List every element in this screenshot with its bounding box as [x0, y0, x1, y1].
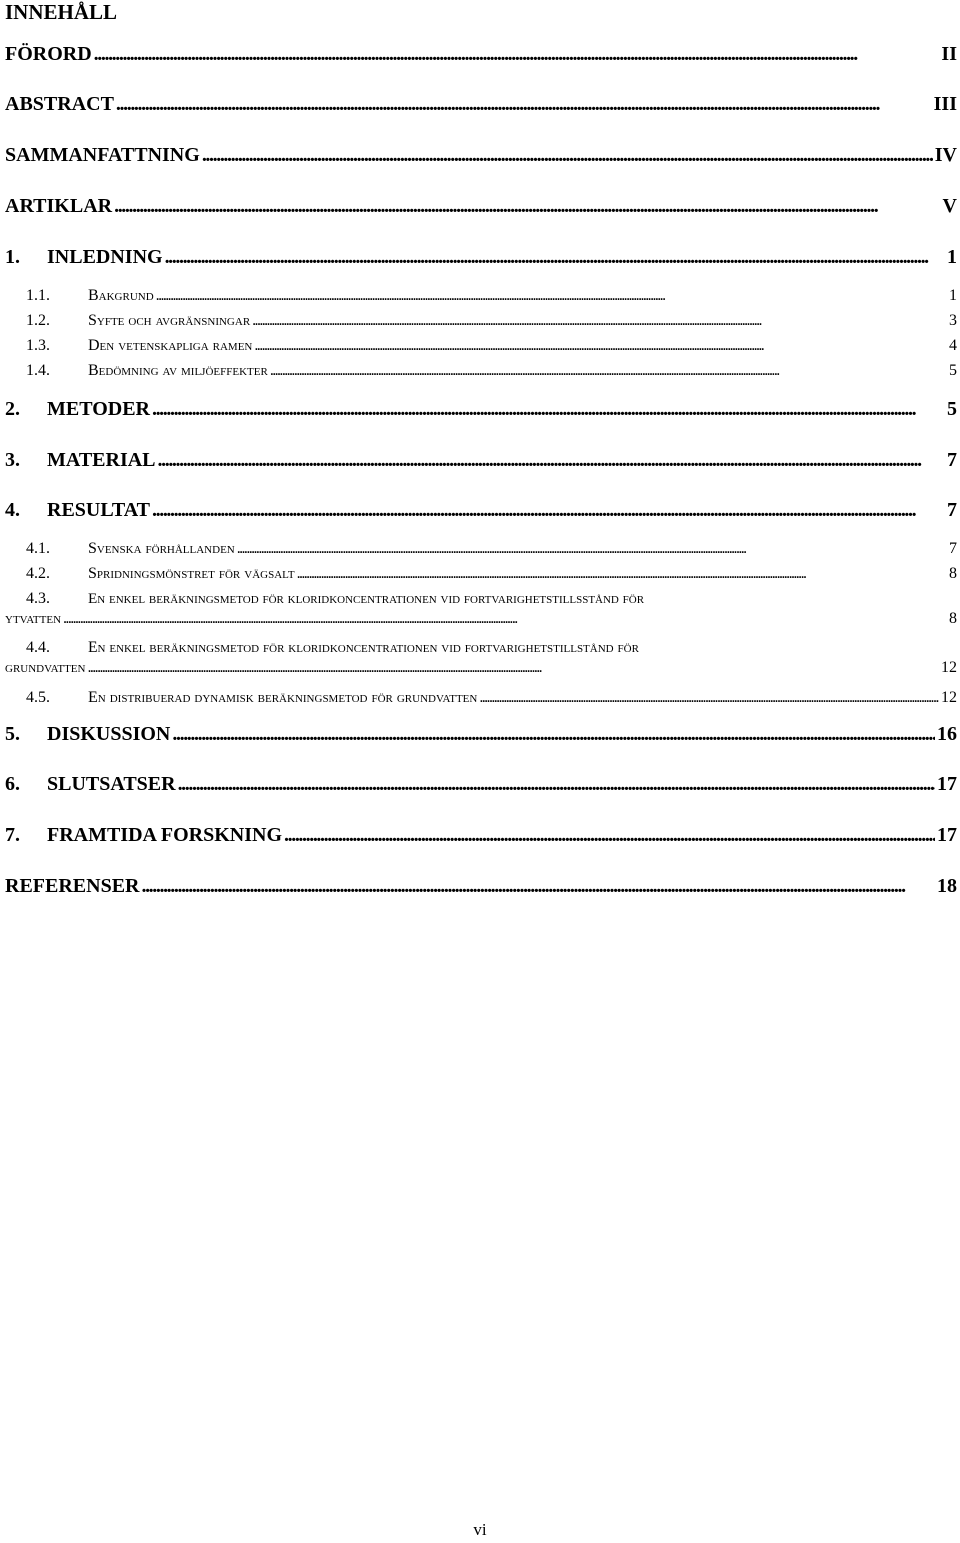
toc-entry-title: RESULTAT [47, 499, 151, 521]
toc-entry-page: IV [934, 144, 957, 166]
toc-entry-title: En enkel beräkningsmetod för kloridkoncentrationen vid fortvarighetstillsstånd för [88, 590, 645, 607]
toc-entry-number: 4.3. [26, 590, 50, 607]
toc-entry-chapter-5[interactable] [5, 722, 960, 746]
toc-entry-title: METODER [47, 398, 150, 420]
toc-entry-4-3[interactable] [5, 589, 960, 629]
leader-dots [172, 722, 935, 746]
toc-entry-title: SLUTSATSER [47, 773, 176, 795]
toc-entry-1-2[interactable] [26, 311, 960, 331]
toc-entry-chapter-6[interactable] [5, 772, 960, 796]
toc-entry-page: 1 [949, 287, 957, 304]
toc-entry-title: Spridningsmönstret för vägsalt [88, 565, 295, 582]
toc-entry-number: 3. [5, 449, 20, 471]
leader-dots [178, 772, 935, 796]
toc-entry-1-3[interactable] [26, 336, 960, 356]
toc-entry-page: V [942, 195, 957, 217]
toc-entry-page: 7 [947, 499, 957, 521]
leader-dots [152, 397, 945, 421]
toc-entry-title: Svenska förhållanden [88, 540, 235, 557]
toc-entry-page: 4 [949, 337, 957, 354]
toc-heading: INNEHÅLL [5, 0, 118, 24]
toc-entry-page: II [941, 43, 957, 65]
toc-entry-number: 1. [5, 246, 20, 268]
toc-entry-number: 4.1. [26, 540, 50, 557]
toc-entry-title: En enkel beräkningsmetod för kloridkoncentrationen vid fortvarighetstillstånd för [88, 639, 639, 656]
toc-entry-number: 1.1. [26, 287, 50, 304]
toc-entry-4-5[interactable] [26, 688, 960, 708]
leader-dots [116, 92, 932, 116]
leader-dots [94, 42, 940, 66]
toc-entry-title: MATERIAL [47, 449, 156, 471]
toc-entry-title-continued: ytvatten [5, 610, 62, 627]
toc-entry-number: 1.2. [26, 312, 50, 329]
toc-entry-number: 6. [5, 773, 20, 795]
leader-dots [87, 658, 939, 678]
leader-dots [114, 194, 940, 218]
leader-dots [252, 311, 947, 331]
toc-entry-title: SAMMANFATTNING [5, 144, 200, 166]
toc-entry-page: 8 [949, 610, 957, 627]
toc-entry-page: 12 [941, 689, 957, 706]
toc-entry-title-continued: grundvatten [5, 659, 86, 676]
leader-dots [297, 564, 947, 584]
toc-entry-chapter-3[interactable] [5, 448, 960, 472]
toc-entry-title: Bedömning av miljöeffekter [88, 362, 268, 379]
toc-entry-number: 4.5. [26, 689, 50, 706]
leader-dots [270, 361, 947, 381]
toc-entry-4-2[interactable] [26, 564, 960, 584]
leader-dots [202, 143, 933, 167]
toc-entry-title: REFERENSER [5, 875, 140, 897]
toc-entry-chapter-2[interactable] [5, 397, 960, 421]
toc-entry-number: 2. [5, 398, 20, 420]
toc-entry-page: 8 [949, 565, 957, 582]
toc-entry-page: 16 [937, 723, 957, 745]
toc-entry-4-4[interactable] [5, 638, 960, 678]
toc-entry-page: 1 [947, 246, 957, 268]
leader-dots [237, 539, 947, 559]
toc-entry-chapter-7[interactable] [5, 823, 960, 847]
toc-entry-title: En distribuerad dynamisk beräkningsmetod för grundvatten [88, 689, 478, 706]
toc-entry-number: 4.2. [26, 565, 50, 582]
toc-entry-chapter-4[interactable] [5, 498, 960, 522]
toc-entry-number: 4. [5, 499, 20, 521]
toc-entry-title: Syfte och avgränsningar [88, 312, 251, 329]
leader-dots [152, 498, 945, 522]
toc-entry-1-4[interactable] [26, 361, 960, 381]
toc-entry-page: 7 [949, 540, 957, 557]
toc-entry-title: FÖRORD [5, 43, 92, 65]
toc-entry-title: Den vetenskapliga ramen [88, 337, 253, 354]
toc-entry-title: DISKUSSION [47, 723, 171, 745]
toc-entry-page: 5 [949, 362, 957, 379]
leader-dots [254, 336, 947, 356]
toc-entry-page: 17 [937, 824, 957, 846]
toc-entry-1-1[interactable] [26, 286, 960, 306]
toc-entry-forord[interactable] [5, 42, 960, 66]
toc-entry-referenser[interactable] [5, 874, 960, 898]
toc-entry-number: 4.4. [26, 639, 50, 656]
toc-entry-title: INLEDNING [47, 246, 163, 268]
leader-dots [284, 823, 935, 847]
toc-entry-number: 1.3. [26, 337, 50, 354]
toc-entry-page: 5 [947, 398, 957, 420]
toc-entry-4-1[interactable] [26, 539, 960, 559]
leader-dots [156, 286, 947, 306]
page-number-footer: vi [473, 1520, 487, 1539]
toc-entry-page: 17 [937, 773, 957, 795]
toc-entry-number: 1.4. [26, 362, 50, 379]
leader-dots [165, 245, 945, 269]
leader-dots [63, 609, 947, 629]
toc-entry-page: 12 [941, 659, 957, 676]
toc-entry-title: ARTIKLAR [5, 195, 113, 217]
leader-dots [479, 688, 939, 708]
toc-entry-title: FRAMTIDA FORSKNING [47, 824, 283, 846]
leader-dots [158, 448, 945, 472]
toc-entry-sammanfattning[interactable] [5, 143, 960, 167]
toc-entry-page: 3 [949, 312, 957, 329]
toc-entry-page: III [933, 93, 957, 115]
toc-entry-artiklar[interactable] [5, 194, 960, 218]
toc-entry-title: ABSTRACT [5, 93, 114, 115]
toc-entry-number: 7. [5, 824, 20, 846]
toc-entry-chapter-1[interactable] [5, 245, 960, 269]
toc-entry-title: Bakgrund [88, 287, 154, 304]
toc-entry-number: 5. [5, 723, 20, 745]
toc-entry-page: 18 [937, 875, 957, 897]
leader-dots [141, 874, 935, 898]
toc-entry-page: 7 [947, 449, 957, 471]
toc-entry-abstract[interactable] [5, 92, 960, 116]
